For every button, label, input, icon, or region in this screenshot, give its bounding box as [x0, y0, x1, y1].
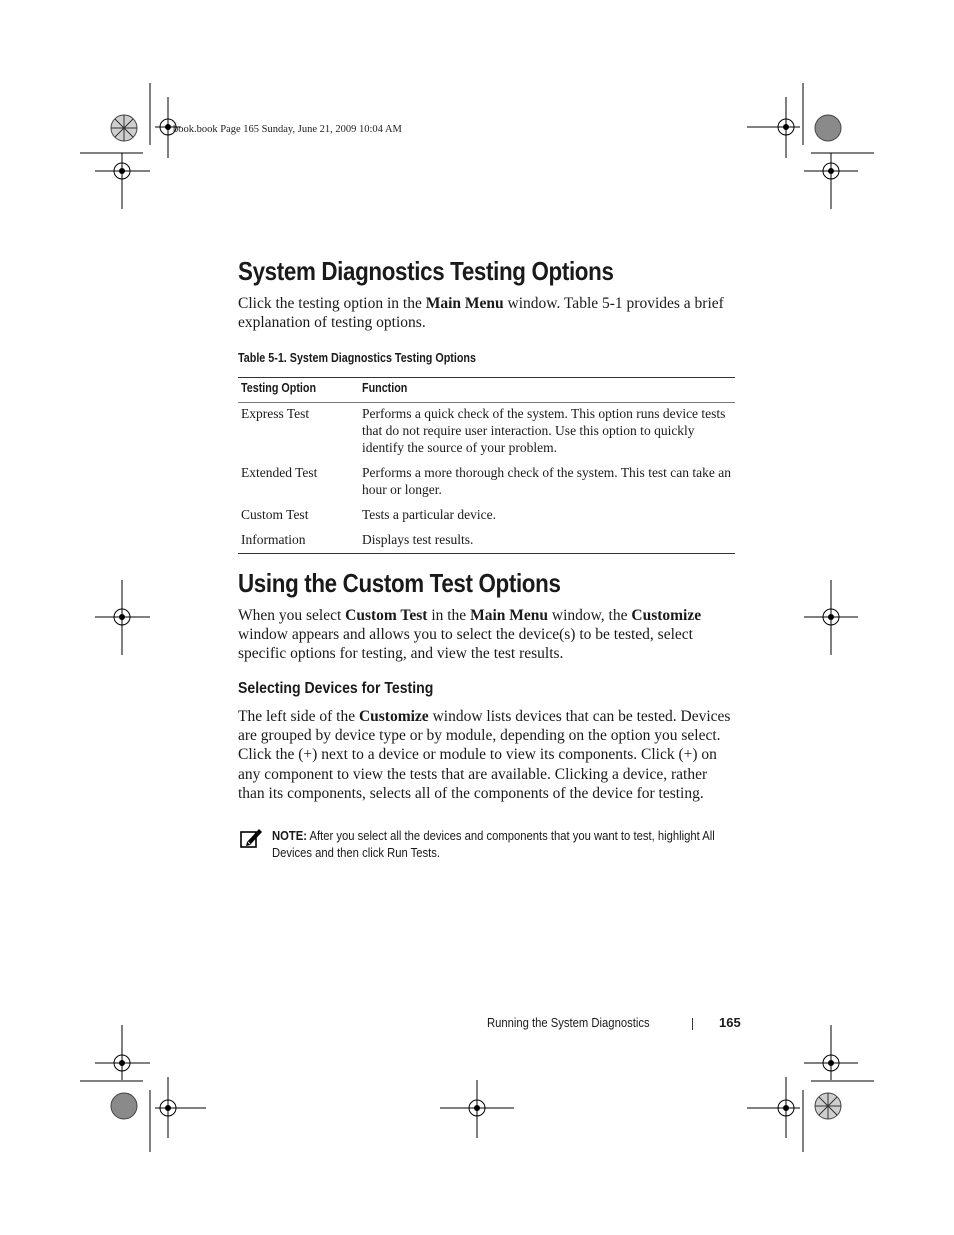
- note-text: NOTE: After you select all the devices and components that you want to test, highlight All Devices and then click Run Tests.: [272, 829, 715, 860]
- table-caption: Table 5-1. System Diagnostics Testing Options: [238, 351, 476, 365]
- section-title: Using the Custom Test Options: [238, 568, 561, 598]
- table-cell-function: Performs a more thorough check of the system. This test can take an hour or longer.: [362, 465, 732, 497]
- table-header-function: Function: [362, 381, 408, 395]
- table-cell-option: Express Test: [241, 406, 310, 421]
- page-number: 165: [719, 1015, 741, 1030]
- note-pencil-icon: [239, 827, 263, 849]
- table-cell-function: Displays test results.: [362, 532, 474, 547]
- print-slug: book.book Page 165 Sunday, June 21, 2009 10:04 AM: [173, 124, 402, 135]
- table-cell-function: Tests a particular device.: [362, 507, 496, 522]
- section-title: System Diagnostics Testing Options: [238, 256, 614, 286]
- subsection-title: Selecting Devices for Testing: [238, 680, 434, 697]
- footer-chapter: Running the System Diagnostics: [487, 1016, 650, 1030]
- table-cell-function: Performs a quick check of the system. This option runs device tests that do not require user interaction. Use this option to quickly identify the source of your problem.: [362, 406, 726, 455]
- footer-divider: [692, 1018, 693, 1030]
- table-header-option: Testing Option: [241, 381, 317, 395]
- subsection-body: The left side of the Customize window lists devices that can be tested. Devices are grouped by device type or by module, depending on the option you select. Click the (+) next to a device or module to view its components. Click (+) on any component to view the tests that are available. Clicking a device, rather than its components, selects all of the components of the device for testing.: [238, 708, 731, 802]
- table-cell-option: Extended Test: [241, 465, 318, 480]
- table-cell-option: Custom Test: [241, 507, 309, 522]
- section-intro: Click the testing option in the Main Menu window. Table 5-1 provides a brief explanation of testing options.: [238, 295, 724, 332]
- section-body: When you select Custom Test in the Main Menu window, the Customize window appears and allows you to select the device(s) to be tested, select specific options for testing, and view the test results.: [238, 607, 702, 663]
- table-cell-option: Information: [241, 532, 306, 547]
